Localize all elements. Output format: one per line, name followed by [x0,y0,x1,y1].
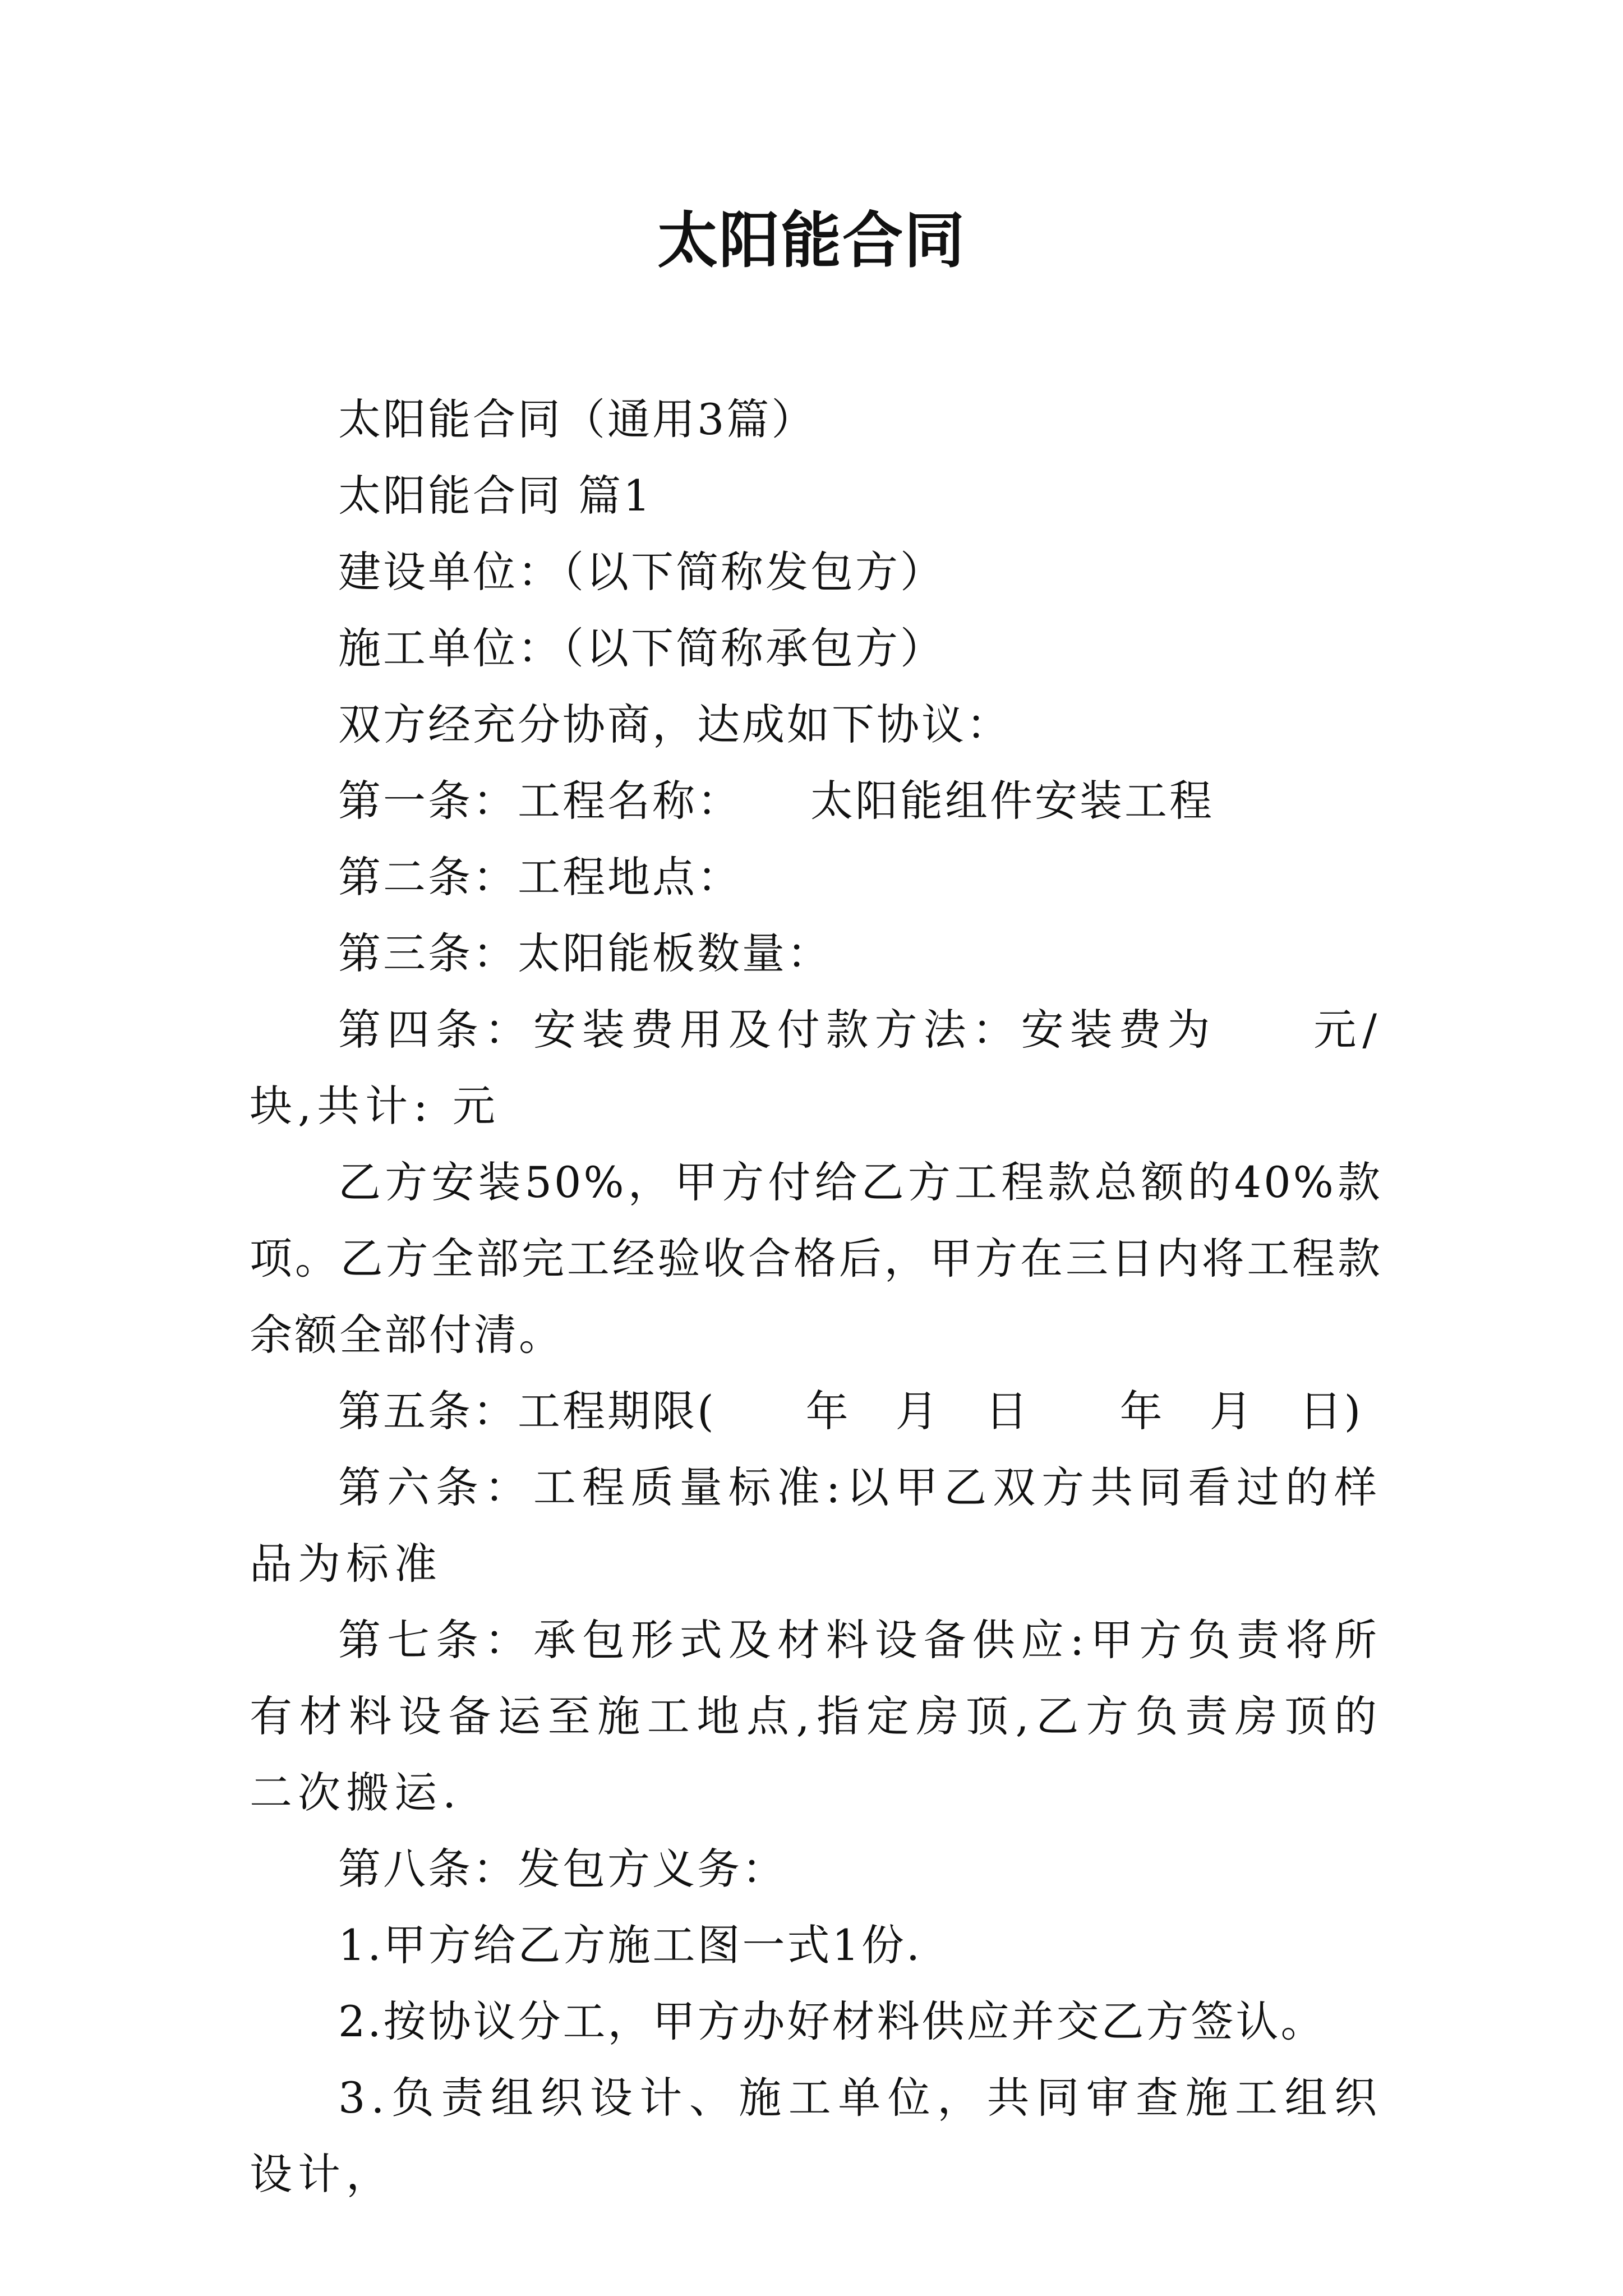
paragraph: 第七条：承包形式及材料设备供应:甲方负责将所有材料设备运至施工地点,指定房顶,乙方负责房顶的二次搬运. [250,1615,1382,1818]
paragraph: 第二条：工程地点： [338,852,742,902]
paragraph: 第四条：安装费用及付款方法：安装费为 元/块,共计: 元 [250,1005,1382,1131]
paragraph: 第六条：工程质量标准:以甲乙双方共同看过的样品为标准 [250,1462,1382,1589]
paragraph: 太阳能合同（通用3篇） [338,394,817,444]
document-title: 太阳能合同 [657,206,966,276]
paragraph: 乙方安装50%，甲方付给乙方工程款总额的40%款项。乙方全部完工经验收合格后，甲方在三日内将工程款余额全部付清。 [250,1157,1382,1360]
paragraph: 施工单位：（以下简称承包方） [338,623,945,673]
paragraph: 2.按协议分工，甲方办好材料供应并交乙方签认。 [338,1996,1326,2046]
paragraph: 第五条：工程期限( 年 月 日 年 月 日) [338,1386,1363,1436]
paragraph: 第一条：工程名称： 太阳能组件安装工程 [338,776,1214,826]
paragraph: 3.负责组织设计、施工单位，共同审查施工组织设计， [250,2073,1382,2199]
paragraph: 双方经充分协商，达成如下协议： [338,700,1011,749]
document-body [250,381,1382,2212]
paragraph: 第三条：太阳能板数量： [338,928,832,978]
paragraph: 1.甲方给乙方施工图一式1份. [338,1920,923,1970]
paragraph: 第八条：发包方义务： [338,1844,787,1894]
paragraph: 建设单位：（以下简称发包方） [338,547,945,597]
paragraph: 太阳能合同 篇1 [338,471,653,521]
